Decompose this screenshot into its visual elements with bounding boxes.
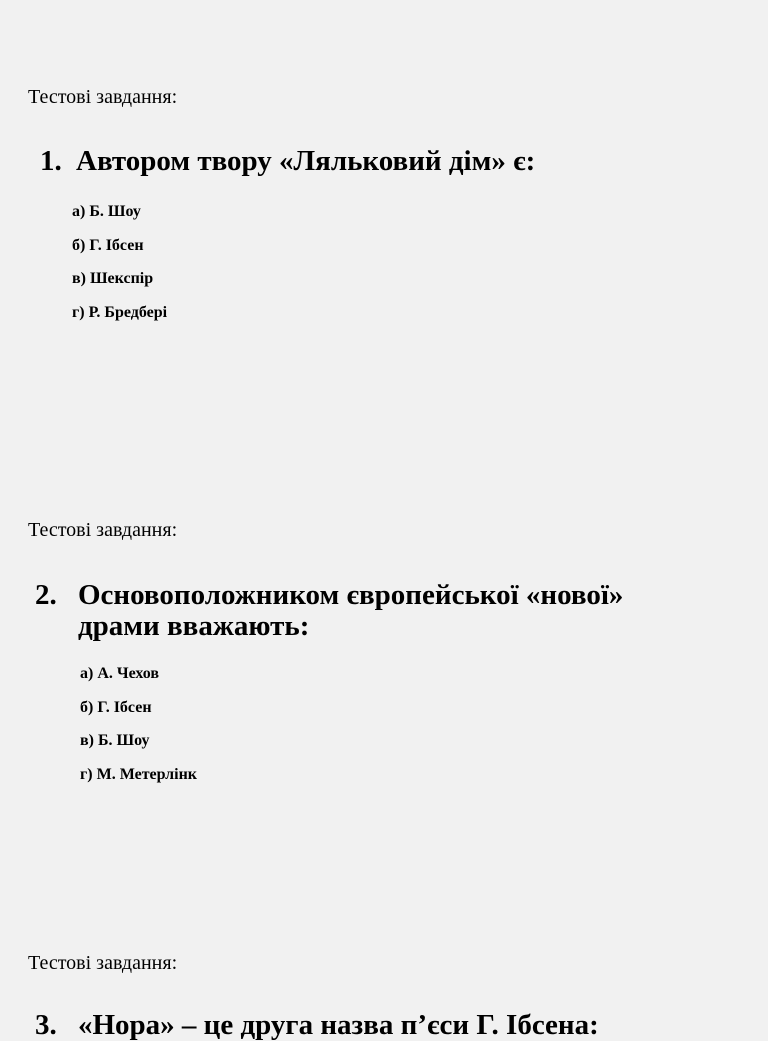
question-3-number: 3. bbox=[35, 1009, 57, 1041]
question-2-line-1: Основоположником європейської «нової» bbox=[78, 579, 624, 611]
option-a: а) А. Чехов bbox=[80, 665, 160, 682]
section-3-label: Тестові завдання: bbox=[28, 952, 178, 974]
question-1-text bbox=[76, 146, 535, 177]
section-2-label: Тестові завдання: bbox=[28, 519, 178, 541]
option-b: б) Г. Ібсен bbox=[72, 236, 144, 254]
option-g: г) Р. Бредбері bbox=[72, 303, 168, 321]
option-v: в) Шекспір bbox=[72, 270, 154, 287]
option-b: б) Г. Ібсен bbox=[80, 698, 152, 716]
question-2-options bbox=[80, 664, 197, 798]
section-1-label: Тестові завдання: bbox=[28, 86, 178, 108]
question-3-line-1: «Нора» – це друга назва п’єси Г. Ібсена: bbox=[78, 1009, 599, 1041]
option-v: в) Б. Шоу bbox=[80, 732, 150, 749]
question-2 bbox=[35, 580, 623, 642]
question-1-number: 1. bbox=[40, 145, 62, 177]
question-1-options bbox=[72, 202, 167, 336]
question-3-text bbox=[78, 1010, 599, 1041]
question-3 bbox=[35, 1010, 599, 1041]
question-2-text bbox=[78, 580, 623, 642]
option-g: г) М. Метерлінк bbox=[80, 765, 198, 783]
option-a: а) Б. Шоу bbox=[72, 203, 141, 220]
question-2-number: 2. bbox=[35, 579, 57, 611]
question-2-line-2: драми вважають: bbox=[78, 610, 310, 642]
question-1 bbox=[40, 146, 535, 177]
question-1-line-1: Автором твору «Ляльковий дім» є: bbox=[76, 145, 536, 177]
